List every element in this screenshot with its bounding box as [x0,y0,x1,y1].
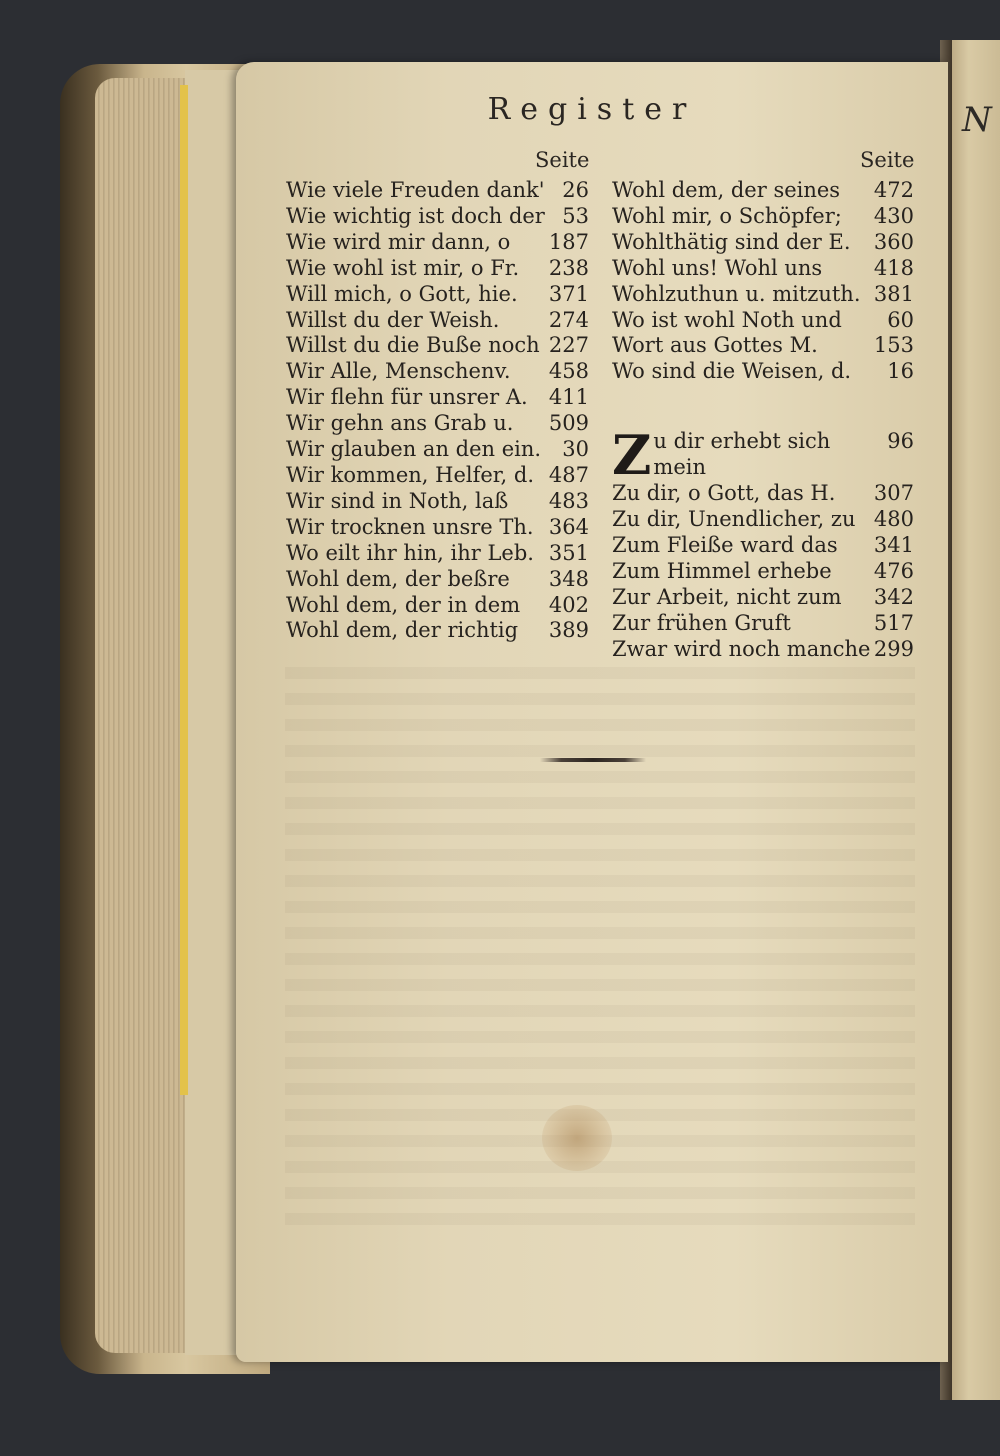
entry-title: Wort aus Gottes M. [612,333,818,358]
entry-page: 153 [873,333,914,358]
index-entry [286,437,589,463]
entry-page: 480 [873,506,914,531]
entry-title: Zum Fleiße ward das [612,532,838,557]
entry-title: Wir glauben an den ein. [286,437,542,462]
index-entry [612,481,914,507]
right-column-label: Seite [860,148,915,172]
entry-page: 96 [887,429,914,454]
index-entry [612,178,914,204]
entry-page: 60 [887,307,914,332]
entry-page: 342 [873,584,914,609]
entry-title: Wohl mir, o Schöpfer; [612,203,842,228]
index-entry [612,611,914,637]
entry-title: Wo eilt ihr hin, ihr Leb. [286,540,534,565]
index-entry [286,489,589,515]
index-entry [286,359,589,385]
index-entry [612,559,914,585]
entry-page: 187 [548,229,589,254]
entry-title: Wir trocknen unsre Th. [286,514,534,539]
end-ornament [540,758,646,762]
entry-page: 517 [873,610,914,635]
entry-title: Wie viele Freuden dank' [286,178,545,202]
entry-page: 381 [873,281,914,306]
left-index-column [286,178,589,644]
index-entry [286,618,589,644]
paper-stain [542,1105,612,1171]
facing-page [948,40,1000,1400]
entry-title: Wie wohl ist mir, o Fr. [286,255,520,280]
entry-page: 418 [873,255,914,280]
entry-page: 389 [548,618,589,643]
index-entry [286,411,589,437]
entry-title: Will mich, o Gott, hie. [286,281,518,306]
index-entry [286,204,589,230]
entry-title: Zum Himmel erhebe [612,558,832,583]
entry-page: 227 [548,333,589,358]
index-entry [612,282,914,308]
entry-title: Zur frühen Gruft [612,610,791,635]
index-entry [286,256,589,282]
entry-title: Wohl dem, der seines [612,178,841,202]
entry-page: 483 [548,488,589,513]
index-entry [286,463,589,489]
index-entry [286,282,589,308]
facing-page-mark: N [962,100,992,140]
entry-title: Zur Arbeit, nicht zum [612,584,842,609]
entry-page: 341 [873,532,914,557]
entry-page: 16 [887,359,914,384]
index-entry [286,515,589,541]
entry-title: Wohlzuthun u. mitzuth. [612,281,861,306]
entry-page: 411 [548,385,589,410]
index-entry [286,593,589,619]
entry-title: Willst du der Weish. [286,307,500,332]
entry-page: 509 [548,411,589,436]
entry-title: Zu dir, o Gott, das H. [612,481,836,506]
index-entry [612,423,914,488]
index-entry [286,230,589,256]
entry-page: 472 [873,178,914,202]
index-entry [612,585,914,611]
entry-title [612,423,887,488]
index-entry [612,308,914,334]
index-entry [612,507,914,533]
page-edge-highlight [180,85,188,1095]
entry-title: Wir flehn für unsrer A. [286,385,528,410]
entry-page: 371 [548,281,589,306]
index-entry [286,178,589,204]
entry-page: 274 [548,307,589,332]
entry-title: Wir kommen, Helfer, d. [286,462,535,487]
index-entry [612,204,914,230]
page-title: Register [487,92,697,127]
right-index-column [612,178,914,662]
index-entry [612,256,914,282]
entry-page: 26 [562,178,589,202]
index-entry [612,333,914,359]
entry-title-rest: u dir erhebt sich mein [653,429,831,480]
entry-page: 53 [562,203,589,228]
entry-page: 30 [562,437,589,462]
entry-page: 348 [548,566,589,591]
entry-page: 402 [548,592,589,617]
entry-page: 476 [873,558,914,583]
entry-title: Wohlthätig sind der E. [612,229,851,254]
entry-title: Wir gehn ans Grab u. [286,411,514,436]
entry-title: Wie wichtig ist doch der [286,203,545,228]
entry-title: Wo sind die Weisen, d. [612,359,852,384]
section-gap [612,385,914,429]
drop-capital: Z [612,423,652,488]
entry-page: 307 [873,481,914,506]
index-entry [612,637,914,663]
entry-title: Wohl uns! Wohl uns [612,255,823,280]
entry-title: Wohl dem, der richtig [286,618,519,643]
entry-page: 360 [873,229,914,254]
entry-page: 299 [873,636,914,661]
entry-page: 458 [548,359,589,384]
left-column-label: Seite [535,148,590,172]
index-entry [286,567,589,593]
index-entry [612,230,914,256]
index-entry [286,308,589,334]
entry-page: 487 [548,462,589,487]
entry-title: Wir sind in Noth, laß [286,488,509,513]
entry-title: Wohl dem, der beßre [286,566,510,591]
entry-page: 364 [548,514,589,539]
index-entry [286,333,589,359]
index-entry [286,541,589,567]
index-entry [612,359,914,385]
entry-title: Zu dir, Unendlicher, zu [612,506,856,531]
entry-title: Wohl dem, der in dem [286,592,521,617]
entry-title: Willst du die Buße noch [286,333,540,358]
entry-title: Wir Alle, Menschenv. [286,359,511,384]
index-entry [612,533,914,559]
entry-page: 351 [548,540,589,565]
entry-page: 238 [548,255,589,280]
index-entry [286,385,589,411]
entry-page: 430 [873,203,914,228]
entry-title: Zwar wird noch manche [612,636,871,661]
entry-title: Wie wird mir dann, o [286,229,511,254]
entry-title: Wo ist wohl Noth und [612,307,842,332]
